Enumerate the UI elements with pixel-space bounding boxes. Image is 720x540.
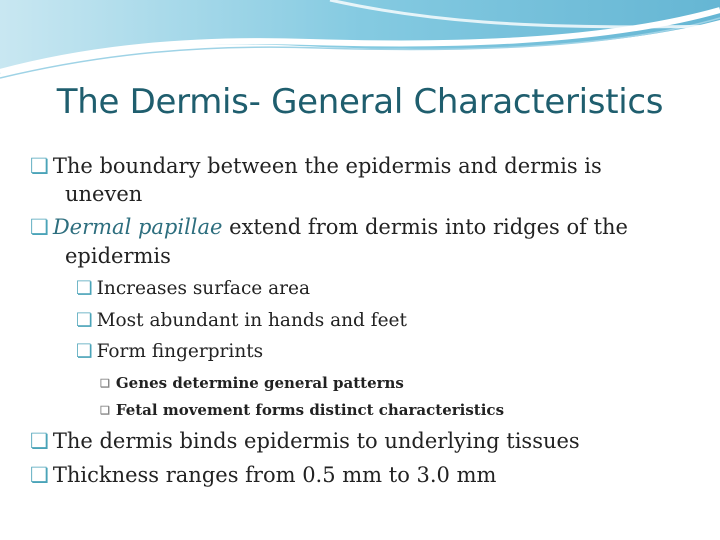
bullet-icon: ❏ bbox=[76, 341, 93, 362]
bullet-text: The boundary between the epidermis and dermis is bbox=[52, 154, 602, 178]
bullet-boundary bbox=[30, 154, 602, 178]
bullet-icon: ❏ bbox=[76, 278, 93, 299]
bullet-text: The dermis binds epidermis to underlying tissues bbox=[52, 429, 580, 453]
sub-sub-bullet-genes bbox=[100, 374, 404, 392]
bullet-text: uneven bbox=[65, 182, 143, 206]
bullet-icon: ❏ bbox=[30, 154, 49, 178]
bullet-text: Form fingerprints bbox=[96, 341, 264, 362]
bullet-icon: ❏ bbox=[30, 215, 49, 239]
bullet-icon: ❏ bbox=[100, 404, 110, 417]
bullet-text: Thickness ranges from 0.5 mm to 3.0 mm bbox=[52, 463, 497, 487]
bullet-text: epidermis bbox=[65, 244, 171, 268]
bullet-emphasis-term: Dermal papillae bbox=[52, 215, 223, 239]
bullet-thickness bbox=[30, 463, 496, 487]
sub-sub-bullet-fetal-movement bbox=[100, 401, 504, 419]
bullet-text: Increases surface area bbox=[96, 278, 310, 299]
bullet-text: Most abundant in hands and feet bbox=[96, 310, 407, 331]
slide-title: The Dermis- General Characteristics bbox=[56, 82, 664, 122]
sub-bullet-hands-feet bbox=[76, 310, 407, 331]
bullet-binds-tissues bbox=[30, 429, 580, 453]
header-wave-decoration bbox=[0, 0, 720, 90]
bullet-dermal-papillae bbox=[30, 215, 628, 239]
bullet-icon: ❏ bbox=[30, 429, 49, 453]
bullet-icon: ❏ bbox=[76, 310, 93, 331]
bullet-text: extend from dermis into ridges of the bbox=[222, 215, 628, 239]
sub-bullet-surface-area bbox=[76, 278, 310, 299]
bullet-text: Genes determine general patterns bbox=[115, 374, 404, 392]
bullet-icon: ❏ bbox=[100, 377, 110, 390]
bullet-text: Fetal movement forms distinct characteristics bbox=[115, 401, 505, 419]
sub-bullet-fingerprints bbox=[76, 341, 263, 362]
bullet-icon: ❏ bbox=[30, 463, 49, 487]
